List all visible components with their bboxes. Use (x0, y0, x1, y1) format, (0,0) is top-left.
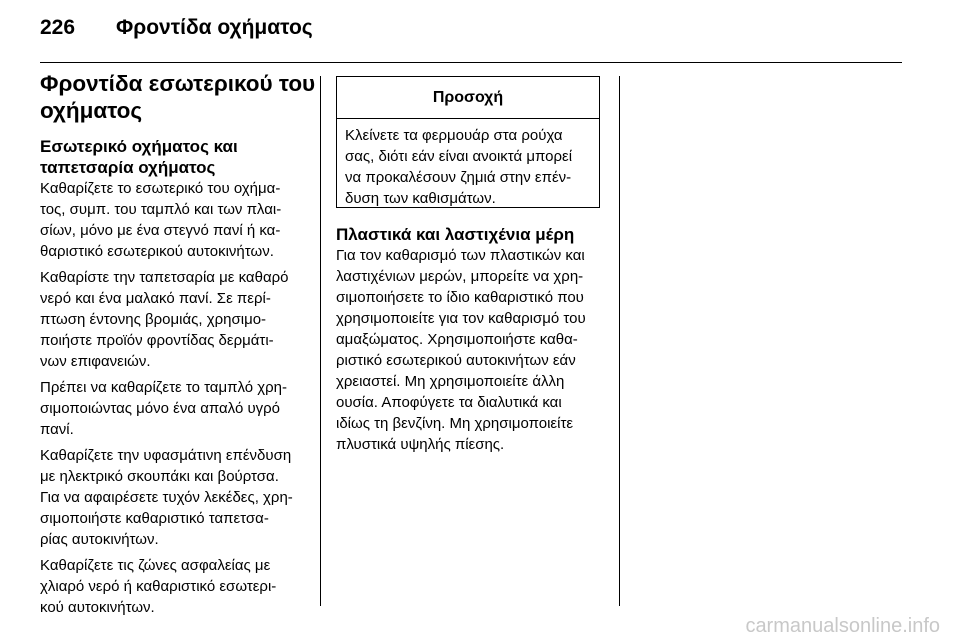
text-line: σιμοποιήσετε το ίδιο καθαριστικό που (336, 289, 584, 306)
text-line: Κλείνετε τα φερμουάρ στα ρούχα (345, 127, 563, 144)
text-line: με ηλεκτρικό σκουπάκι και βούρτσα. (40, 468, 279, 485)
caution-title: Προσοχή (337, 77, 599, 119)
interior-paragraph-5 (40, 555, 306, 618)
section-title-line: Φροντίδα εσωτερικού του (40, 71, 316, 96)
text-line: σας, διότι εάν είναι ανοικτά μπορεί (345, 148, 573, 165)
interior-paragraph-3 (40, 377, 306, 440)
text-line: αμαξώματος. Χρησιμοποιήστε καθα- (336, 331, 578, 348)
section-title (40, 70, 316, 124)
interior-paragraph-4 (40, 445, 306, 550)
text-line: σιμοποιώντας μόνο ένα απαλό υγρό (40, 400, 281, 417)
section-title-line: οχήματος (40, 98, 143, 123)
caution-text (337, 119, 599, 209)
plastics-paragraph (336, 245, 606, 455)
interior-subtitle-line: Εσωτερικό οχήματος και (40, 137, 238, 156)
text-line: νερό και ένα μαλακό πανί. Σε περί- (40, 290, 271, 307)
text-line: λαστιχένιων μερών, μπορείτε να χρη- (336, 268, 584, 285)
text-line: Για τον καθαρισμό των πλαστικών και (336, 247, 585, 264)
text-line: χρησιμοποιείτε για τον καθαρισμό του (336, 310, 586, 327)
text-line: Καθαρίστε την ταπετσαρία με καθαρό (40, 269, 289, 286)
text-line: ριστικό εσωτερικού αυτοκινήτων εάν (336, 352, 576, 369)
left-column (40, 70, 316, 623)
header-rule (40, 62, 902, 63)
text-line: σίων, μόνο με ένα στεγνό πανί ή κα- (40, 222, 281, 239)
text-line: σιμοποιήστε καθαριστικό ταπετσα- (40, 510, 269, 527)
text-line: πτωση έντονης βρομιάς, χρησιμο- (40, 311, 267, 328)
page-number: 226 (40, 16, 76, 39)
interior-paragraph-1 (40, 178, 306, 262)
text-line: πανί. (40, 421, 74, 438)
text-line: να προκαλέσουν ζημιά στην επέν- (345, 169, 572, 186)
running-title: Φροντίδα οχήματος (116, 16, 313, 39)
text-line: Για να αφαιρέσετε τυχόν λεκέδες, χρη- (40, 489, 293, 506)
text-line: Καθαρίζετε την υφασμάτινη επένδυση (40, 447, 292, 464)
caution-box (336, 76, 600, 208)
text-line: νων επιφανειών. (40, 353, 151, 370)
text-line: Καθαρίζετε τις ζώνες ασφαλείας με (40, 557, 271, 574)
interior-subtitle-line: ταπετσαρία οχήματος (40, 158, 216, 177)
text-line: ουσία. Αποφύγετε τα διαλυτικά και (336, 394, 562, 411)
text-line: τος, συμπ. του ταμπλό και των πλαι- (40, 201, 282, 218)
column-divider-right (619, 76, 620, 606)
plastics-subtitle: Πλαστικά και λαστιχένια μέρη (336, 225, 575, 244)
text-line: θαριστικό εσωτερικού αυτοκινήτων. (40, 243, 274, 260)
text-line: Πρέπει να καθαρίζετε το ταμπλό χρη- (40, 379, 288, 396)
column-divider-left (320, 76, 321, 606)
text-line: πλυστικά υψηλής πίεσης. (336, 436, 505, 453)
text-line: Καθαρίζετε το εσωτερικό του οχήμα- (40, 180, 281, 197)
interior-paragraph-2 (40, 267, 306, 372)
middle-column (336, 224, 606, 460)
text-line: χρειαστεί. Μη χρησιμοποιείτε άλλη (336, 373, 565, 390)
interior-subtitle (40, 136, 306, 178)
text-line: κού αυτοκινήτων. (40, 599, 155, 616)
watermark: carmanualsonline.info (745, 615, 940, 637)
text-line: ποιήστε προϊόν φροντίδας δερμάτι- (40, 332, 274, 349)
text-line: χλιαρό νερό ή καθαριστικό εσωτερι- (40, 578, 277, 595)
text-line: δυση των καθισμάτων. (345, 190, 496, 207)
text-line: ρίας αυτοκινήτων. (40, 531, 159, 548)
text-line: ιδίως τη βενζίνη. Μη χρησιμοποιείτε (336, 415, 574, 432)
